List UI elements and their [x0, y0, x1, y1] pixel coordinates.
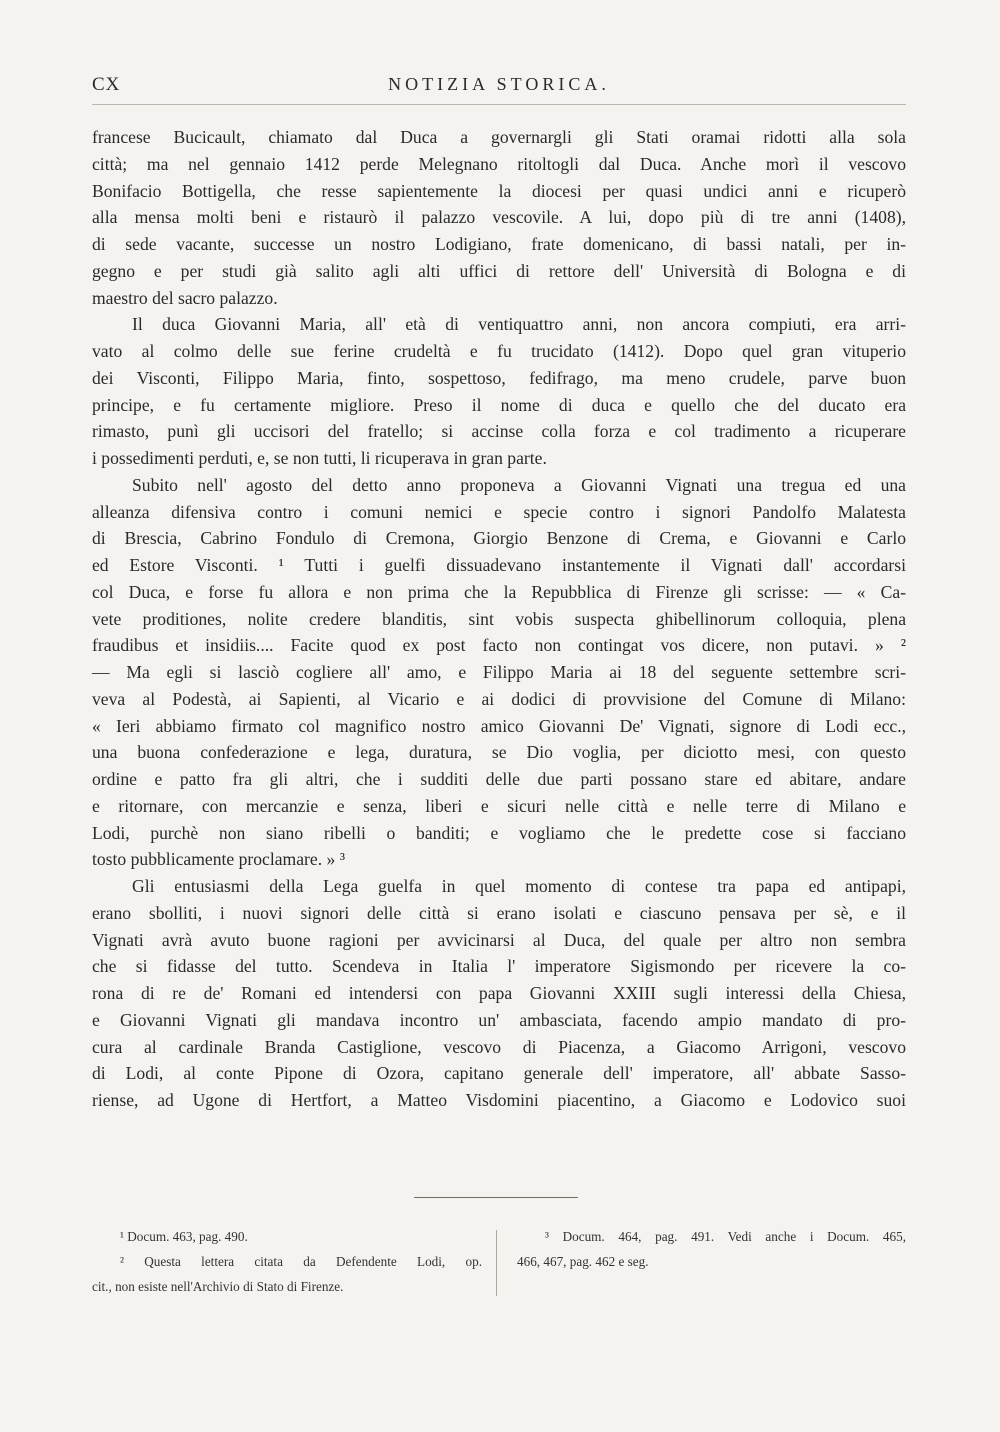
footnote-line: ¹ Docum. 463, pag. 490. — [120, 1229, 248, 1244]
text-line: Il duca Giovanni Maria, all' età di ventiquattro anni, non ancora compiuti, era arri- — [132, 314, 906, 335]
text-line: principe, e fu certamente migliore. Preso il nome di duca e quello che del ducato era — [92, 394, 906, 415]
footnote-line: 466, 467, pag. 462 e seg. — [517, 1254, 649, 1269]
footnote-column-divider — [496, 1230, 497, 1296]
text-line: vete proditiones, nolite credere blanditis, sint vobis suspecta ghibellinorum colloquia, plena — [92, 608, 906, 629]
text-line: tosto pubblicamente proclamare. » ³ — [92, 849, 345, 870]
body-text — [92, 124, 906, 1114]
text-line: i possedimenti perduti, e, se non tutti, li ricuperava in gran parte. — [92, 448, 547, 468]
text-line: che si fidasse del tutto. Scendeva in Italia l' imperatore Sigismondo per ricevere la co- — [92, 956, 906, 977]
text-line: ed Estore Visconti. ¹ Tutti i guelfi dissuadevano instantemente il Vignati dall' accordarsi — [92, 555, 906, 575]
text-line: alleanza difensiva contro i comuni nemici e specie contro i signori Pandolfo Malatesta — [92, 501, 906, 522]
text-line: gegno e per studi già salito agli alti uffici di rettore dell' Università di Bologna e di — [92, 260, 906, 281]
text-line: e Giovanni Vignati gli mandava incontro un' ambasciata, facendo ampio mandato di pro- — [92, 1009, 906, 1030]
text-line: una buona confederazione e lega, duratura, se Dio voglia, per diciotto mesi, con questo — [92, 742, 906, 763]
running-title: NOTIZIA STORICA. — [388, 74, 610, 94]
text-line: « Ieri abbiamo firmato col magnifico nostro amico Giovanni De' Vignati, signore di Lodi ecc., — [92, 715, 906, 736]
text-line: di Lodi, al conte Pipone di Ozora, capitano generale dell' imperatore, all' abbate Sasso- — [92, 1063, 906, 1084]
text-line: col Duca, e forse fu allora e non prima che la Repubblica di Firenze gli scrisse: — « Ca- — [92, 581, 906, 602]
text-line: di sede vacante, successe un nostro Lodigiano, frate domenicano, di bassi natali, per in- — [92, 234, 906, 254]
text-line: fraudibus et insidiis.... Facite quod ex post facto non contingat vos dicere, non putavi. » ² — [92, 635, 906, 656]
page-header — [92, 74, 906, 105]
footnote-line: ³ Docum. 464, pag. 491. Vedi anche i Docum. 465, — [545, 1229, 906, 1244]
text-line: Lodi, purchè non siano ribelli o banditi; e vogliamo che le predette cose si facciano — [92, 822, 906, 843]
text-line: rimasto, punì gli uccisori del fratello; si accinse colla forza e col tradimento a ricuperare — [92, 421, 906, 442]
text-line: ordine e patto fra gli altri, che i sudditi delle due parti possano stare ed abitare, andare — [92, 769, 906, 789]
text-line: Bonifacio Bottigella, che resse sapientemente la diocesi per quasi undici anni e ricuperò — [92, 180, 906, 201]
page-number: CX — [92, 74, 121, 95]
text-line: maestro del sacro palazzo. — [92, 287, 278, 308]
text-line: erano sbolliti, i nuovi signori delle città si erano isolati e ciascuno pensava per sè, e il — [92, 902, 906, 923]
text-line: alla mensa molti beni e ristaurò il palazzo vescovile. A lui, dopo più di tre anni (1408), — [92, 207, 906, 228]
text-line: e ritornare, con mercanzie e senza, liberi e sicuri nelle città e nelle terre di Milano e — [92, 795, 906, 816]
footnotes-right-column — [517, 1224, 906, 1274]
text-line: veva al Podestà, ai Sapienti, al Vicario e ai dodici di provvisione del Comune di Milano: — [92, 688, 906, 709]
text-line: riense, ad Ugone di Hertfort, a Matteo Visdomini piacentino, a Giacomo e Lodovico suoi — [92, 1090, 906, 1110]
text-line: — Ma egli si lasciò cogliere all' amo, e Filippo Maria ai 18 del seguente settembre scri- — [92, 662, 906, 682]
text-line: città; ma nel gennaio 1412 perde Melegnano ritoltogli dal Duca. Anche morì il vescovo — [92, 153, 906, 174]
text-line: francese Bucicault, chiamato dal Duca a governargli gli Stati oramai ridotti alla sola — [92, 127, 906, 147]
text-line: Gli entusiasmi della Lega guelfa in quel momento di contese tra papa ed antipapi, — [132, 876, 906, 896]
text-line: dei Visconti, Filippo Maria, finto, sospettoso, fedifrago, ma meno crudele, parve buon — [92, 367, 906, 388]
text-line: di Brescia, Cabrino Fondulo di Cremona, Giorgio Benzone di Crema, e Giovanni e Carlo — [92, 528, 906, 549]
footnote-line: ² Questa lettera citata da Defendente Lodi, op. — [120, 1254, 482, 1269]
text-line: cura al cardinale Branda Castiglione, vescovo di Piacenza, a Giacomo Arrigoni, vescovo — [92, 1036, 906, 1057]
footnotes-left-column — [92, 1224, 482, 1299]
text-line: vato al colmo delle sue ferine crudeltà e fu trucidato (1412). Dopo quel gran vituperio — [92, 341, 906, 361]
text-line: Subito nell' agosto del detto anno proponeva a Giovanni Vignati una tregua ed una — [132, 474, 906, 495]
footnote-line: cit., non esiste nell'Archivio di Stato di Firenze. — [92, 1279, 344, 1294]
footnote-rule — [414, 1197, 578, 1198]
text-line: Vignati avrà avuto buone ragioni per avvicinarsi al Duca, del quale per altro non sembra — [92, 929, 906, 950]
text-line: rona di re de' Romani ed intendersi con papa Giovanni XXIII sugli interessi della Chiesa, — [92, 983, 906, 1003]
